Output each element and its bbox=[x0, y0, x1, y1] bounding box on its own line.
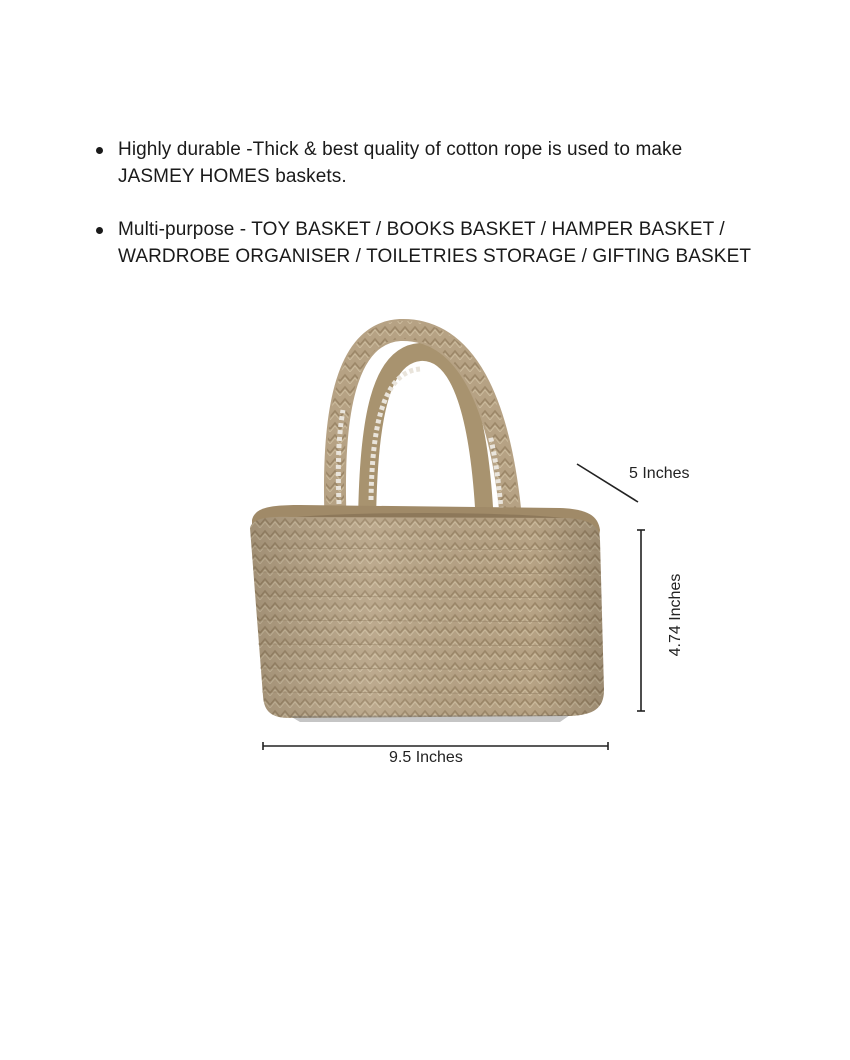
feature-text-line-1: Multi-purpose - TOY BASKET / BOOKS BASKET / HAMPER BASKET / bbox=[118, 219, 725, 240]
depth-label: 5 Inches bbox=[629, 465, 690, 482]
feature-text-line-2: WARDROBE ORGANISER / TOILETRIES STORAGE / GIFTING BASKET bbox=[118, 246, 752, 267]
width-label: 9.5 Inches bbox=[389, 749, 463, 766]
feature-text-line-2: JASMEY HOMES baskets. bbox=[118, 166, 347, 187]
feature-text-line-1: Highly durable -Thick & best quality of cotton rope is used to make bbox=[118, 139, 683, 160]
height-label: 4.74 Inches bbox=[667, 573, 684, 657]
